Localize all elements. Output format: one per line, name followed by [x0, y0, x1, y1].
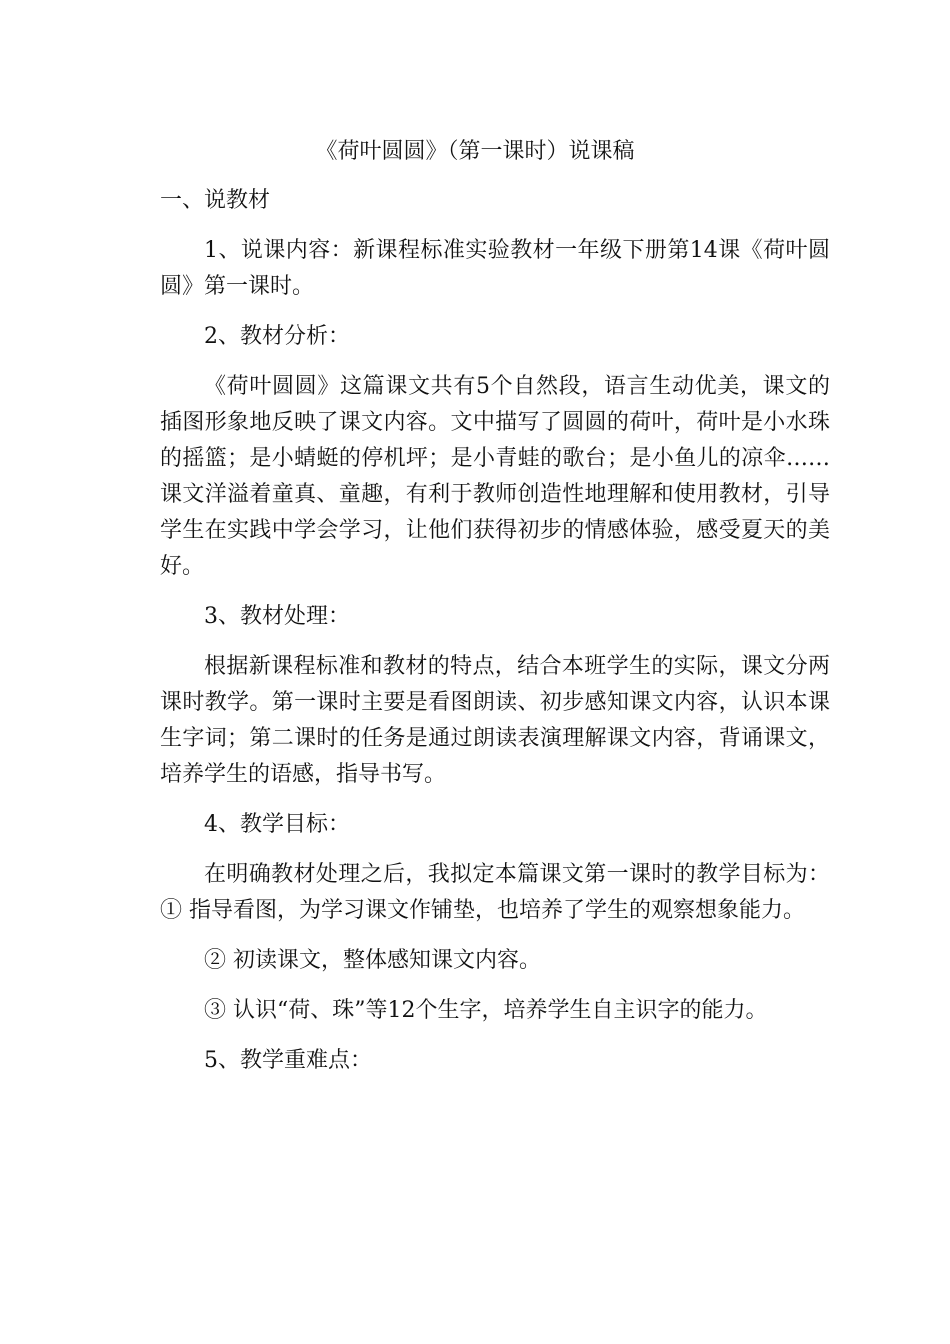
- subheading-material-handling: 3、教材处理：: [204, 604, 350, 629]
- subheading-teaching-goals: 4、教学目标：: [204, 812, 350, 837]
- document-body: [160, 183, 830, 1093]
- goal-item-2: ② 初读课文，整体感知课文内容。: [204, 948, 541, 973]
- paragraph-material-analysis: 《荷叶圆圆》这篇课文共有5个自然段，语言生动优美，课文的插图形象地反映了课文内容。文中描写了圆圆的荷叶，荷叶是小水珠的摇篮；是小蜻蜓的停机坪；是小青蛙的歌台；是小鱼儿的凉伞……课文洋溢着童真、童趣，有利于教师创造性地理解和使用教材，引导学生在实践中学会学习，让他们获得初步的情感体验，感受夏天的美好。: [160, 374, 830, 579]
- document-title: 《荷叶圆圆》（第一课时）说课稿: [315, 139, 635, 164]
- paragraph-lesson-content: 1、说课内容：新课程标准实验教材一年级下册第14课《荷叶圆圆》第一课时。: [160, 238, 830, 299]
- paragraph-material-handling: 根据新课程标准和教材的特点，结合本班学生的实际，课文分两课时教学。第一课时主要是看图朗读、初步感知课文内容，认识本课生字词；第二课时的任务是通过朗读表演理解课文内容，背诵课文，培养学生的语感，指导书写。: [160, 654, 830, 787]
- section-heading-teaching-material: 一、说教材: [160, 188, 271, 213]
- subheading-material-analysis: 2、教材分析：: [204, 324, 350, 349]
- goal-item-3: ③ 认识“荷、珠”等12个生字，培养学生自主识字的能力。: [204, 998, 768, 1023]
- paragraph-teaching-goals: 在明确教材处理之后，我拟定本篇课文第一课时的教学目标为：① 指导看图，为学习课文作铺垫，也培养了学生的观察想象能力。: [160, 862, 830, 923]
- subheading-key-difficulties: 5、教学重难点：: [204, 1048, 372, 1073]
